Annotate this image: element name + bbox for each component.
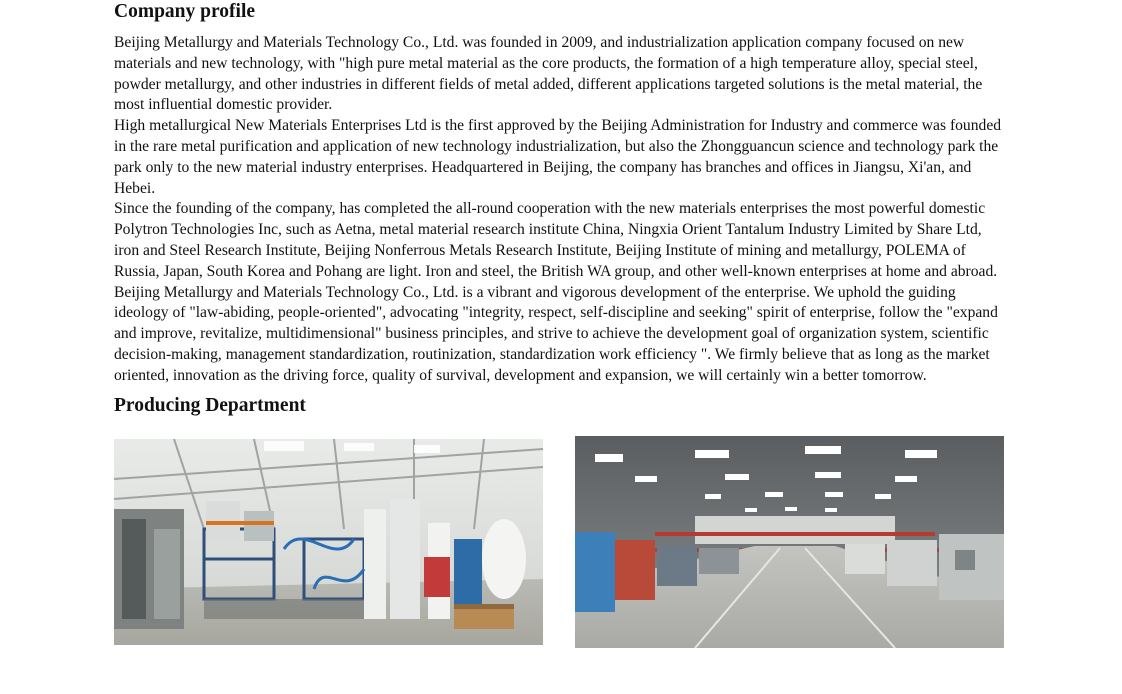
profile-paragraph: Beijing Metallurgy and Materials Technology Co., Ltd. was founded in 2009, and industrialization application company focused on new materials and new technology, with "high pure metal material as the core products, the formation of a high temperature alloy, special steel, powder metallurgy, and other industries in different fields of metal added, different applications targeted solutions is the metal material, the most influential domestic provider.	[114, 34, 983, 114]
main-content	[114, 0, 1010, 648]
profile-paragraph: High metallurgical New Materials Enterprises Ltd is the first approved by the Beijing Administration for Industry and commerce was founded in the rare metal purification and application of new technology industrialization, but also the Zhongguancun science and technology park the park only to the new material industry enterprises. Headquartered in Beijing, the company has branches and offices in Jiangsu, Xi'an, and Hebei.	[114, 117, 1002, 197]
factory-hall-aisle-photo	[575, 436, 1004, 648]
profile-paragraph: Since the founding of the company, has completed the all-round cooperation with the new materials enterprises the most powerful domestic Polytron Technologies Inc, such as Aetna, metal material research institute China, Ningxia Orient Tantalum Industry Limited by Share Ltd, iron and Steel Research Institute, Beijing Nonferrous Metals Research Institute, Beijing Institute of mining and metallurgy, POLEMA of Russia, Japan, South Korea and Pohang are light. Iron and steel, the British WA group, and other well-known enterprises at home and abroad.	[114, 200, 998, 280]
company-profile-text	[114, 33, 1010, 387]
factory-floor-equipment-photo	[114, 439, 543, 645]
producing-department-title: Producing Department	[114, 394, 306, 416]
company-profile-title: Company profile	[114, 1, 256, 22]
profile-paragraph: Beijing Metallurgy and Materials Technology Co., Ltd. is a vibrant and vigorous development of the enterprise. We uphold the guiding ideology of "law-abiding, people-oriented", advocating "integrity, respect, self-discipline and seeking" spirit of enterprise, follow the "expand and improve, revitalize, multidimensional" business principles, and strive to achieve the development goal of organization system, scientific decision-making, management standardization, routinization, standardization work efficiency ". We firmly believe that as long as the market oriented, innovation as the driving force, quality of survival, development and expansion, we will certainly win a better tomorrow.	[114, 283, 998, 384]
producing-department-gallery	[114, 436, 1010, 648]
